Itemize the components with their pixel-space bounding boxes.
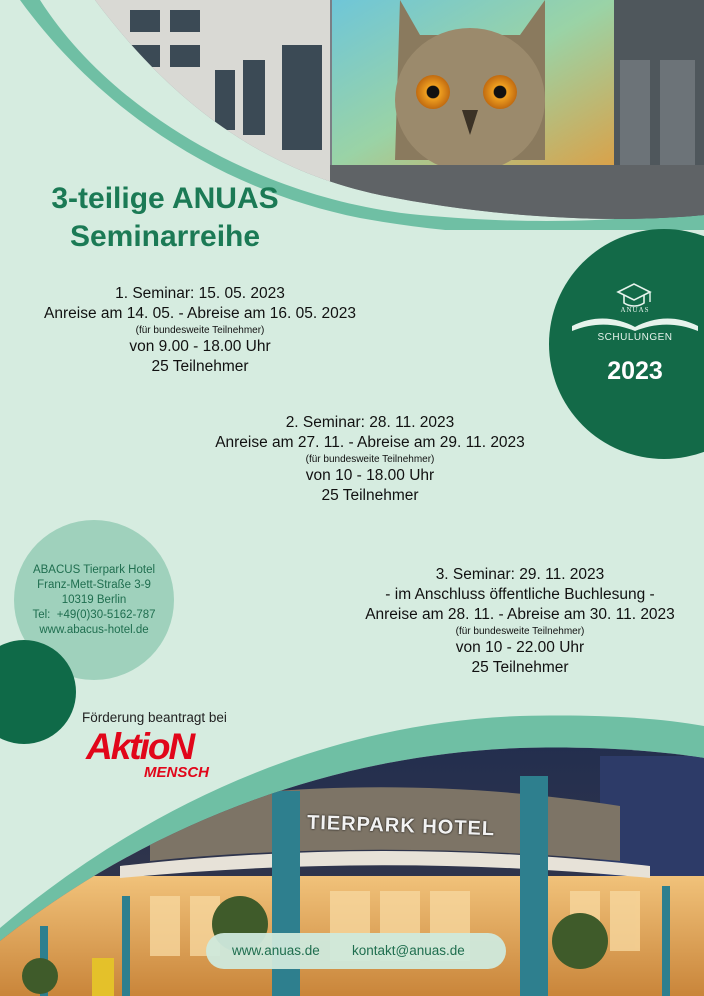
seminar-travel: Anreise am 27. 11. - Abreise am 29. 11. 2023 [215, 434, 525, 451]
hotel-sign: TIERPARK HOTEL [306, 811, 496, 841]
seminar-participants: 25 Teilnehmer [321, 487, 419, 504]
seminar-date: 3. Seminar: 29. 11. 2023 [435, 566, 605, 583]
seminar-date: 1. Seminar: 15. 05. 2023 [115, 285, 285, 302]
seminar-travel-note: (für bundesweite Teilnehmer) [305, 454, 435, 465]
seminar-participants: 25 Teilnehmer [151, 358, 249, 375]
venue-name: ABACUS Tierpark Hotel [32, 564, 156, 576]
seminar-travel: Anreise am 14. 05. - Abreise am 16. 05. 2023 [44, 305, 356, 322]
venue-phone: Tel: +49(0)30-5162-787 [32, 609, 156, 621]
seminar-time: von 9.00 - 18.00 Uhr [129, 338, 271, 355]
seminar-note: - im Anschluss öffentliche Buchlesung - [385, 586, 655, 603]
title-line-1: 3-teilige ANUAS [51, 182, 279, 215]
badge-year: 2023 [607, 357, 663, 385]
logo-mensch: MENSCH [144, 764, 210, 781]
funding-text: Förderung beantragt bei [82, 710, 227, 725]
venue-website[interactable]: www.abacus-hotel.de [39, 624, 149, 636]
seminar-2 [170, 413, 570, 506]
seminar-1 [0, 284, 400, 377]
footer-email-link[interactable]: kontakt@anuas.de [352, 943, 465, 958]
venue-street: Franz-Mett-Straße 3-9 [37, 579, 151, 591]
seminar-3 [330, 565, 704, 678]
badge-brand: ANUAS [620, 306, 650, 314]
footer-website-link[interactable]: www.anuas.de [232, 943, 320, 958]
anuas-badge [549, 229, 704, 459]
logo-aktion: AktioN [86, 726, 194, 767]
seminar-travel-note: (für bundesweite Teilnehmer) [455, 626, 585, 637]
badge-subtitle: SCHULUNGEN [597, 332, 673, 343]
seminar-participants: 25 Teilnehmer [471, 659, 569, 676]
seminar-travel: Anreise am 28. 11. - Abreise am 30. 11. 2023 [365, 606, 675, 623]
seminar-time: von 10 - 22.00 Uhr [455, 639, 585, 656]
venue-city: 10319 Berlin [61, 594, 127, 606]
page-title [0, 180, 330, 256]
title-line-2: Seminarreihe [69, 220, 261, 253]
seminar-time: von 10 - 18.00 Uhr [305, 467, 435, 484]
seminar-travel-note: (für bundesweite Teilnehmer) [135, 325, 265, 336]
venue-address [14, 563, 174, 638]
seminar-date: 2. Seminar: 28. 11. 2023 [285, 414, 455, 431]
